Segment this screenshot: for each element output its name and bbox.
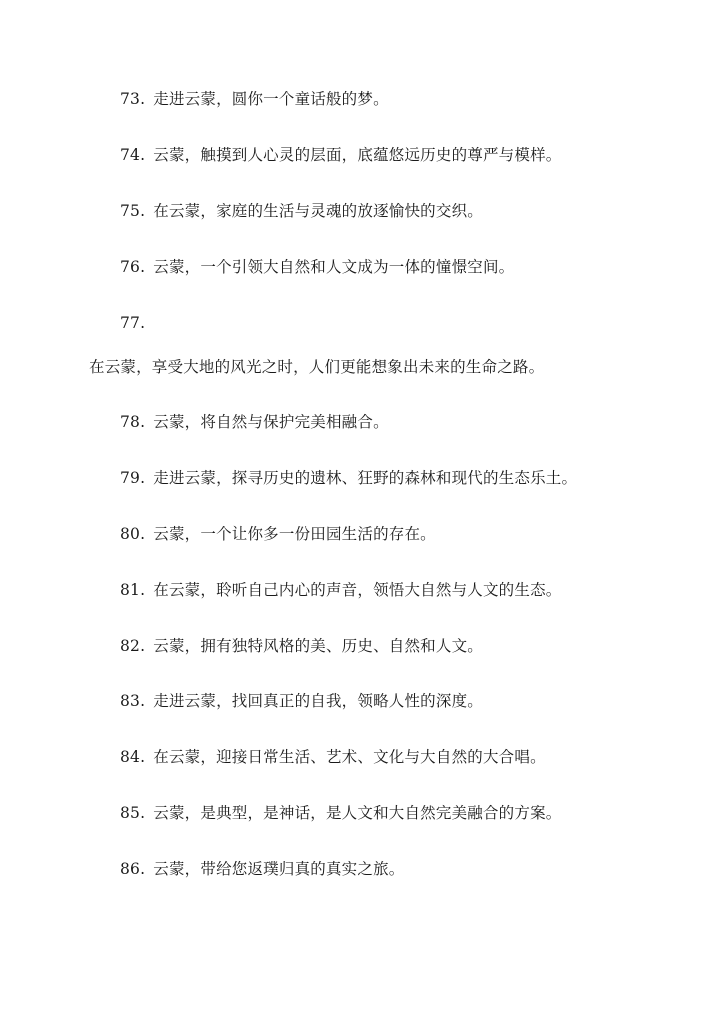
list-item-74 [120,145,561,165]
item-text: 云蒙，将自然与保护完美相融合。 [153,413,389,431]
item-text: 云蒙，带给您返璞归真的真实之旅。 [153,860,405,878]
item-number: 84. [120,748,146,766]
item-number: 86. [120,860,146,878]
item-number: 75. [120,202,146,220]
item-text: 走进云蒙，探寻历史的遗林、狂野的森林和现代的生态乐土。 [153,469,578,487]
item-number: 76. [120,258,146,276]
item-number: 74. [120,146,146,164]
item-number: 80. [120,525,146,543]
item-text: 云蒙，触摸到人心灵的层面，底蕴悠远历史的尊严与模样。 [153,146,562,164]
item-text: 云蒙，拥有独特风格的美、历史、自然和人文。 [153,637,483,655]
item-text: 在云蒙，迎接日常生活、艺术、文化与大自然的大合唱。 [153,748,546,766]
list-item-83 [120,691,483,711]
item-text: 云蒙，一个让你多一份田园生活的存在。 [153,525,436,543]
item-text: 走进云蒙，找回真正的自我，领略人性的深度。 [153,692,483,710]
list-item-86 [120,859,404,879]
item-number: 83. [120,692,146,710]
list-item-79 [120,468,577,488]
list-item-76 [120,257,514,277]
list-item-81 [120,580,561,600]
item-number: 77. [120,314,146,332]
item-number: 78. [120,413,146,431]
list-item-73 [120,89,389,109]
item-text: 在云蒙，聆听自己内心的声音，领悟大自然与人文的生态。 [153,581,562,599]
list-item-80 [120,524,436,544]
item-number: 82. [120,637,146,655]
item-text: 云蒙，是典型，是神话，是人文和大自然完美融合的方案。 [153,804,562,822]
item-number: 79. [120,469,146,487]
list-item-77-number [120,313,153,333]
item-text: 云蒙，一个引领大自然和人文成为一体的憧憬空间。 [153,258,515,276]
list-item-78 [120,412,389,432]
list-item-77-text [89,357,544,377]
list-item-75 [120,201,483,221]
item-text: 走进云蒙，圆你一个童话般的梦。 [153,90,389,108]
item-text: 在云蒙，家庭的生活与灵魂的放逐愉快的交织。 [153,202,483,220]
item-number: 81. [120,581,146,599]
list-item-82 [120,636,483,656]
item-number: 85. [120,804,146,822]
list-item-84 [120,747,546,767]
list-item-85 [120,803,561,823]
item-text: 在云蒙，享受大地的风光之时，人们更能想象出未来的生命之路。 [89,358,545,376]
item-number: 73. [120,90,146,108]
